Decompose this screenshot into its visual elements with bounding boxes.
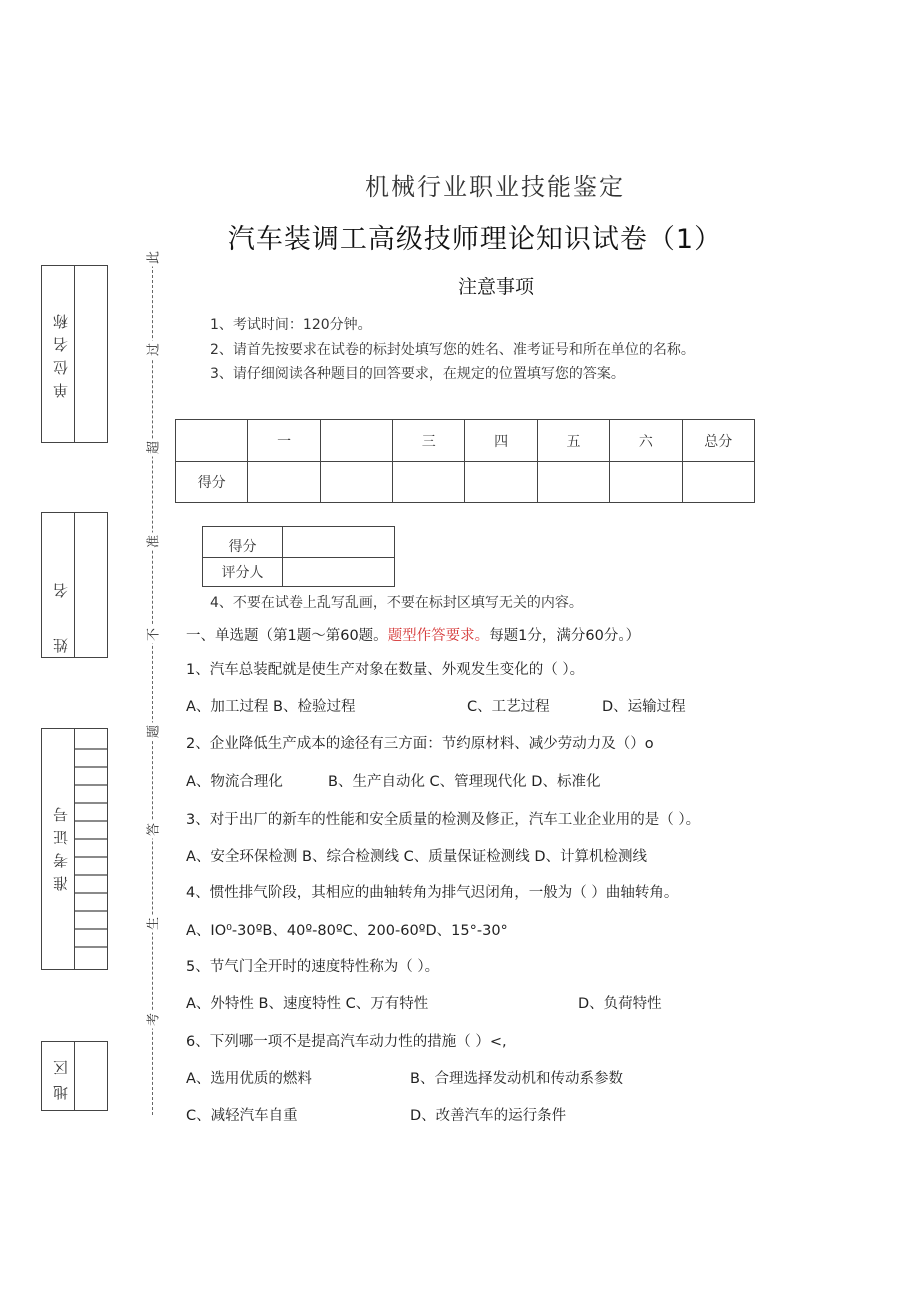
question-text: 2、企业降低生产成本的途径有三方面：节约原材料、减少劳动力及（）o	[186, 736, 654, 752]
seal-char: 不	[143, 626, 162, 644]
exam-title: 汽车装调工高级技师理论知识试卷（1）	[227, 224, 723, 255]
score-cell[interactable]	[393, 462, 465, 503]
notice-item: 1、考试时间：120分钟。	[210, 317, 372, 333]
score-header: 三	[393, 420, 465, 462]
question-option: A、加工过程 B、检验过程	[186, 699, 356, 715]
score-header: 六	[610, 420, 682, 462]
question-text: 6、下列哪一项不是提高汽车动力性的措施（ ）<,	[186, 1034, 507, 1050]
seal-char: 考	[143, 1011, 162, 1029]
grader-score-cell[interactable]	[283, 527, 395, 558]
name-label: 姓名	[52, 543, 70, 653]
question-option: D、负荷特性	[578, 996, 662, 1012]
score-header	[320, 420, 392, 462]
score-header: 五	[537, 420, 609, 462]
section-requirement: 题型作答要求。	[387, 628, 490, 644]
score-cell[interactable]	[537, 462, 609, 503]
question-text: 4、惯性排气阶段，其相应的曲轴转角为排气迟闭角，一般为（ ）曲轴转角。	[186, 885, 679, 901]
question-text: 5、节气门全开时的速度特性称为（ ）。	[186, 959, 440, 975]
name-box[interactable]	[41, 512, 108, 658]
seal-char: 生	[143, 915, 162, 933]
notice-item: 3、请仔细阅读各种题目的回答要求，在规定的位置填写您的答案。	[210, 366, 625, 382]
unit-name-label: 单位名称	[52, 306, 70, 398]
question-option: A、IO⁰-30ºB、40º-80ºC、200-60ºD、15°-30°	[186, 923, 508, 939]
grader-name-cell[interactable]	[283, 558, 395, 587]
grader-score-label: 得分	[203, 527, 283, 558]
question-option: A、选用优质的燃料	[186, 1071, 312, 1087]
score-header: 总分	[682, 420, 754, 462]
seal-char: 答	[143, 821, 162, 839]
section-heading	[186, 624, 640, 645]
question-option: D、运输过程	[602, 699, 686, 715]
score-cell[interactable]	[610, 462, 682, 503]
score-header	[176, 420, 248, 462]
score-table	[175, 419, 755, 503]
exam-id-label: 准考证号	[52, 799, 70, 891]
exam-id-grid	[74, 729, 107, 969]
question-text: 3、对于出厂的新车的性能和安全质量的检测及修正，汽车工业企业用的是（ ）。	[186, 812, 701, 828]
seal-char: 超	[143, 439, 162, 457]
score-header: 一	[248, 420, 320, 462]
seal-line-dash	[152, 265, 153, 1115]
section-suffix: 每题1分，满分60分。）	[489, 628, 641, 644]
question-option: A、安全环保检测 B、综合检测线 C、质量保证检测线 D、计算机检测线	[186, 849, 647, 865]
exam-id-box[interactable]	[41, 728, 108, 970]
notice-item: 2、请首先按要求在试卷的标封处填写您的姓名、准考证号和所在单位的名称。	[210, 342, 695, 358]
grader-table	[202, 526, 395, 587]
region-label: 地区	[52, 1050, 70, 1100]
grader-name-label: 评分人	[203, 558, 283, 587]
question-text: 1、汽车总装配就是使生产对象在数量、外观发生变化的（ ）。	[186, 662, 585, 678]
question-option: D、改善汽车的运行条件	[410, 1108, 567, 1124]
question-option: C、减轻汽车自重	[186, 1108, 298, 1124]
question-option: C、工艺过程	[467, 699, 550, 715]
score-cell[interactable]	[248, 462, 320, 503]
score-cell[interactable]	[320, 462, 392, 503]
question-option: B、合理选择发动机和传动系参数	[410, 1071, 623, 1087]
org-title: 机械行业职业技能鉴定	[365, 173, 625, 201]
score-cell[interactable]	[465, 462, 537, 503]
seal-char: 准	[143, 533, 162, 551]
question-option: A、物流合理化	[186, 774, 283, 790]
score-header: 四	[465, 420, 537, 462]
notice-heading: 注意事项	[457, 276, 534, 298]
score-cell[interactable]	[682, 462, 754, 503]
seal-char: 此	[143, 249, 162, 267]
region-box[interactable]	[41, 1041, 108, 1111]
seal-char: 过	[143, 341, 162, 359]
score-row-label: 得分	[176, 462, 248, 503]
notice-item: 4、不要在试卷上乱写乱画，不要在标封区填写无关的内容。	[210, 595, 583, 611]
section-prefix: 一、单选题（第1题～第60题。	[186, 628, 388, 644]
seal-char: 题	[143, 723, 162, 741]
question-option: B、生产自动化 C、管理现代化 D、标准化	[328, 774, 601, 790]
question-option: A、外特性 B、速度特性 C、万有特性	[186, 996, 429, 1012]
